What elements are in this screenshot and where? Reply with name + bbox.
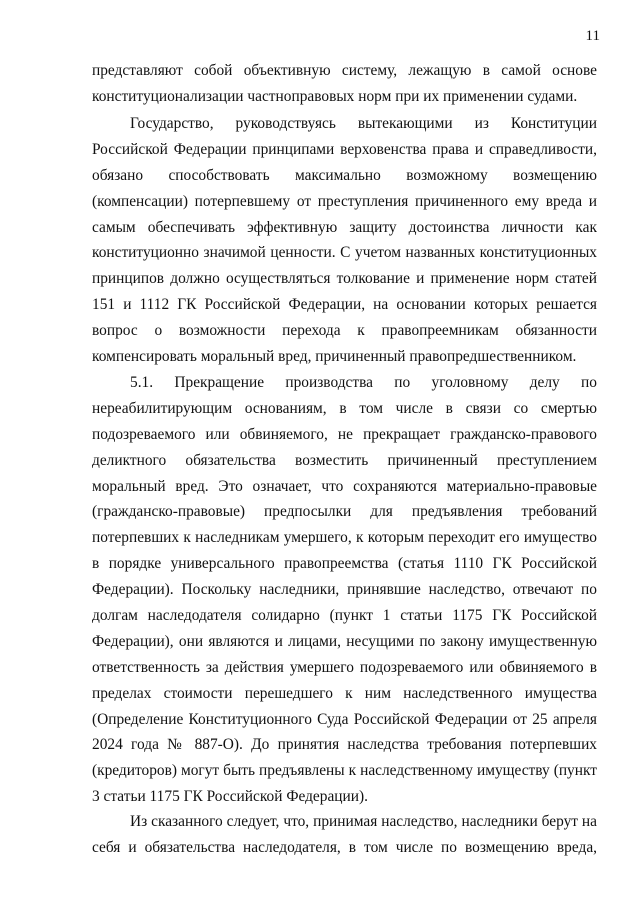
- page-number: 11: [585, 28, 600, 44]
- text-line: 5.1. Прекращение производства по уголовному делу по: [130, 374, 597, 391]
- text-line: деликтного обязательства возместить причиненный преступлением: [92, 451, 597, 469]
- text-line: 3 статьи 1175 ГК Российской Федерации).: [92, 788, 368, 806]
- text-line: Российской Федерации принципами верховенства права и справедливости,: [92, 140, 597, 158]
- text-line: Государство, руководствуясь вытекающими из Конституции: [130, 115, 597, 132]
- text-line: Федерации), они являются и лицами, несущими по закону имущественную: [92, 632, 597, 650]
- text-line: конституционно значимой ценности. С учетом названных конституционных: [92, 244, 597, 262]
- text-line: долгам наследодателя солидарно (пункт 1 статьи 1175 ГК Российской: [92, 607, 597, 625]
- text-line: (кредиторов) могут быть предъявлены к наследственному имуществу (пункт: [92, 762, 597, 780]
- paragraph-state-obligation: [92, 111, 597, 370]
- text-line: потерпевших к наследникам умершего, к которым переходит его имущество: [92, 529, 597, 547]
- text-line: принципов должно осуществляться толкование и применение норм статей: [92, 270, 597, 288]
- text-line: Федерации). Поскольку наследники, принявшие наследство, отвечают по: [92, 581, 597, 599]
- text-line: вопрос о возможности перехода к правопреемникам обязанности: [92, 322, 597, 340]
- text-line: пределах стоимости перешедшего к ним наследственного имущества: [92, 684, 597, 702]
- text-line: моральный вред. Это означает, что сохраняются материально-правовые: [92, 477, 597, 495]
- text-line: представляют собой объективную систему, лежащую в самой основе: [92, 62, 597, 79]
- text-line: подозреваемого или обвиняемого, не прекращает гражданско-правового: [92, 425, 597, 443]
- text-line: конституционализации частноправовых норм при их применении судами.: [92, 87, 578, 105]
- paragraph-section-5-1: [92, 370, 597, 810]
- text-line: (Определение Конституционного Суда Российской Федерации от 25 апреля: [92, 710, 597, 728]
- text-line: компенсировать моральный вред, причиненный правопредшественником.: [92, 348, 577, 366]
- text-line: 151 и 1112 ГК Российской Федерации, на основании которых решается: [92, 296, 597, 314]
- paragraph-conclusion: [92, 809, 597, 861]
- text-line: ответственность за действия умершего подозреваемого или обвиняемого в: [92, 658, 597, 676]
- text-line: 2024 года № 887-О). До принятия наследства требования потерпевших: [92, 736, 597, 754]
- text-line: (компенсации) потерпевшему от преступления причиненного ему вреда и: [92, 192, 597, 210]
- text-line: самым обеспечивать эффективную защиту достоинства личности как: [92, 218, 597, 236]
- text-line: (гражданско-правовые) предпосылки для предъявления требований: [92, 503, 597, 521]
- text-line: себя и обязательства наследодателя, в том числе по возмещению вреда,: [92, 838, 597, 856]
- text-line: в порядке универсального правопреемства (статья 1110 ГК Российской: [92, 555, 597, 573]
- text-line: обязано способствовать максимально возможному возмещению: [92, 166, 597, 184]
- text-line: Из сказанного следует, что, принимая наследство, наследники берут на: [130, 813, 597, 830]
- text-line: нереабилитирующим основаниям, в том числе в связи со смертью: [92, 399, 597, 417]
- paragraph-continuation: [92, 58, 597, 110]
